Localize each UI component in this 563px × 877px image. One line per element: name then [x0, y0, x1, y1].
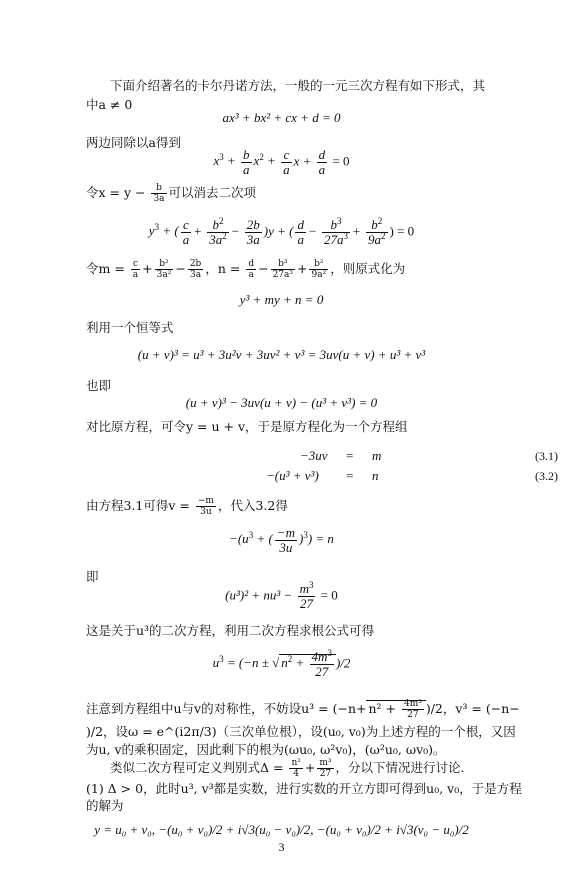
equation-normalized: $x^3$ + $\frac{b}{a}$ $x^2$ + $\frac{c}{a}$ x + $\frac{d}{a}$ = 0: [213, 147, 350, 177]
system-eq1-lhs: −3uv: [300, 448, 328, 463]
paragraph-case1-cont: 的解为: [86, 798, 124, 813]
system-eq2-rhs: n: [372, 468, 379, 483]
equation-depressed: y³ + my + n = 0: [239, 292, 324, 307]
system-eq2-lhs: −(u³ + v³): [266, 468, 319, 483]
paragraph-define-mn: 令m = $\frac{c}{a}$ + $\frac{\text{b²}}{\text{3a²}}$ − $\frac{2b}{3a}$ ，n = $\frac{d}{a}$ − $\frac{\text{b³}}{\text{27a³}}$ + $\frac{\text{b²}}{\text{9a²}}$ ，则原式化为: [86, 259, 406, 280]
system-eq2-eq: =: [346, 468, 354, 483]
equation-number-3-2: (3.2): [535, 469, 558, 483]
equation-identity: (u + v)³ = u³ + 3u²v + 3uv² + v³ = 3uv(u + v) + u³ + v³: [137, 347, 426, 362]
paragraph-intro: 下面介绍著名的卡尔丹诺方法，一般的一元三次方程有如下形式，其: [110, 78, 486, 93]
page-number: 3: [278, 840, 285, 854]
system-eq1-rhs: m: [372, 448, 382, 463]
paragraph-case1: (1) Δ > 0，此时u³, v³都是实数，进行实数的开立方即可得到u₀, v₀，于是方程: [86, 781, 522, 796]
equation-identity-2: (u + v)³ − 3uv(u + v) − (u³ + v³) = 0: [185, 395, 378, 410]
paragraph-substitution: 令x = y − $\frac{b}{3a}$ 可以消去二次项: [86, 183, 257, 204]
paragraph-compare: 对比原方程，可令y = u + v，于是原方程化为一个方程组: [86, 419, 408, 434]
paragraph-symmetry-cont: )/2，设ω = e^(i2π/3)（三次单位根），设(u₀, v₀)为上述方程的一个根，又因: [86, 724, 516, 739]
paragraph-discriminant: 类似二次方程可定义判别式Δ = $\frac{\text{n²}}{4}$ + $\frac{\text{m³}}{27}$ ，分以下情况进行讨论.: [110, 758, 465, 779]
paragraph-identity: 利用一个恒等式: [86, 320, 174, 335]
equation-expanded: $y^3$ + ( $\frac{c}{a}$ + $\frac{b^2}{3a^2}$ − $\frac{2b}{3a}$ )y + ( $\frac{d}{a}$ − $\frac{b^3}{27a^3}$ + $\frac{b^2}{9a^2}$ ) = 0: [148, 216, 415, 247]
paragraph-divide: 两边同除以a得到: [86, 135, 181, 150]
equation-substituted: $-(u^3$ + ( $\frac{-m}{3u}$ )$^3$) = n: [229, 525, 334, 555]
equation-solutions: y = u₀ + v₀, −(u₀ + v₀)/2 + i√3(u₀ − v₀)/2, −(u₀ + v₀)/2 + i√3(v₀ − u₀)/2: [94, 822, 469, 837]
paragraph-namely: 即: [86, 569, 99, 584]
equation-cubic: ax³ + bx² + cx + d = 0: [222, 110, 341, 125]
equation-quadratic: (u³)² + nu³ − $\frac{m^3}{27}$ = 0: [225, 580, 338, 611]
equation-root-formula: $u^3 = (-n$ ± √ $n^2$ + $\frac{4m^3}{27}$ )/2: [212, 648, 351, 679]
paragraph-symmetry-cont2: 为u, v的乘积固定，因此剩下的根为(ωu₀, ω²v₀)，(ω²u₀, ωv₀)。: [86, 742, 446, 757]
system-eq1-eq: =: [346, 448, 354, 463]
paragraph-quadratic-in-u3: 这是关于u³的二次方程，利用二次方程求根公式可得: [86, 623, 375, 638]
paragraph-intro-cont: 中a ≠ 0: [86, 97, 133, 112]
paragraph-derive-v: 由方程3.1可得v = $\frac{-m}{3u}$ ，代入3.2得: [86, 496, 288, 517]
equation-number-3-1: (3.1): [535, 449, 558, 463]
paragraph-also: 也即: [86, 378, 112, 393]
paragraph-symmetry: 注意到方程组中u与v的对称性，不妨设u³ = (−n+ n² + $\frac{\text{4m³}}{27}$ )/2，v³ = (−n−: [86, 699, 520, 720]
